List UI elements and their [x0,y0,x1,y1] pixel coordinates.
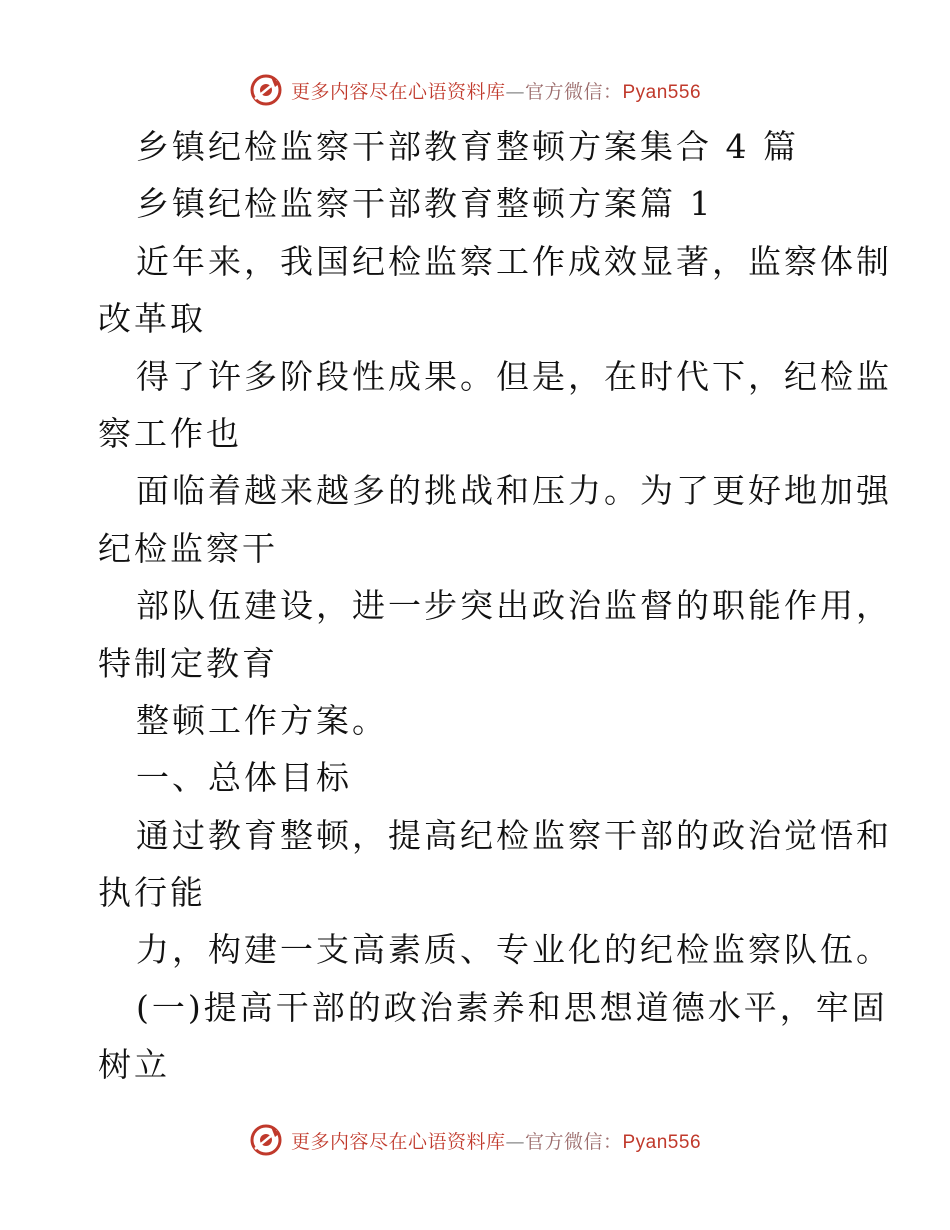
text-line: 力，构建一支高素质、专业化的纪检监察队伍。 [136,930,892,970]
text-line: 得了许多阶段性成果。但是，在时代下，纪检监 [136,356,892,396]
text-line: 乡镇纪检监察干部教育整顿方案集合 4 篇 [136,127,799,166]
text-line: 部队伍建设，进一步突出政治监督的职能作用， [136,586,892,626]
text-line: 通过教育整顿，提高纪检监察干部的政治觉悟和 [136,815,892,855]
text-line: 乡镇纪检监察干部教育整顿方案篇 1 [136,184,714,224]
watermark-text: 更多内容尽在心语资料库—官方微信：Pyan556 [290,80,702,103]
text-line: 面临着越来越多的挑战和压力。为了更好地加强 [136,471,892,511]
text-line: 纪检监察干 [98,528,278,568]
text-line: 整顿工作方案。 [136,700,388,740]
document-body [98,118,892,1094]
text-line: 察工作也 [98,413,242,453]
text-line: 特制定教育 [98,643,278,683]
footer-watermark [0,1120,950,1160]
header-watermark [0,70,950,110]
text-line: 一、总体目标 [136,758,352,798]
text-line: 改革取 [98,299,206,339]
text-line: 执行能 [98,873,206,913]
text-line: 树立 [98,1045,170,1085]
watermark-text: 更多内容尽在心语资料库—官方微信：Pyan556 [290,1130,702,1153]
brand-logo-icon [249,1123,283,1157]
brand-logo-icon [249,73,283,107]
text-line: (一)提高干部的政治素养和思想道德水平，牢固 [136,987,888,1027]
text-line: 近年来，我国纪检监察工作成效显著，监察体制 [136,241,892,281]
